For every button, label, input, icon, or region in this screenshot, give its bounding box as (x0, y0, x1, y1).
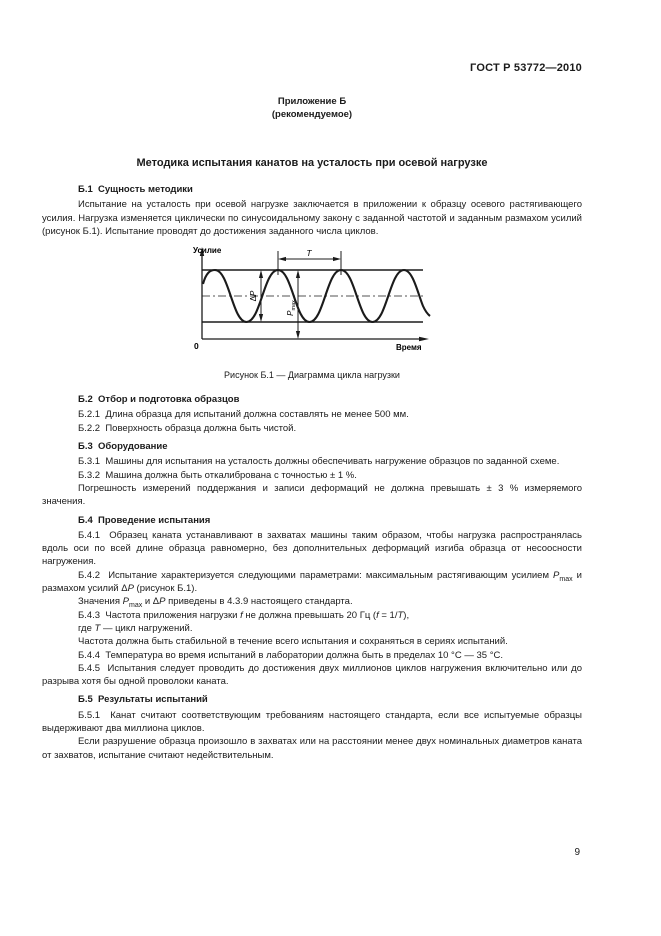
text-run: ), (403, 609, 410, 621)
clause-b42-text (42, 569, 582, 596)
figure-caption: Рисунок Б.1 — Диаграмма цикла нагрузки (224, 370, 400, 381)
variable-pmax: P (553, 569, 560, 581)
text-run: (рисунок Б.1). (133, 583, 198, 595)
text-run: Значения (78, 596, 123, 608)
clause-b32-text: Б.3.2 Машина должна быть откалибрована с точностью ± 1 %. (78, 469, 357, 481)
page-content (42, 96, 582, 762)
page-number: 9 (574, 847, 580, 858)
load-cycle-diagram (192, 246, 446, 363)
variable-pmax: P (122, 596, 129, 608)
clause-b45-text: Б.4.5 Испытания следует проводить до достижения двух миллионов циклов нагружения включительно или до разрыва хотя бы одной проволоки каната. (42, 662, 582, 688)
variable-t: T (94, 622, 101, 634)
text-run: Б.4.2 Испытание характеризуется следующими параметрами: максимальным растягивающим усилием (78, 569, 554, 581)
y-axis-label: Усилие (193, 246, 222, 256)
clause-b3-accuracy-text: Погрешность измерений поддержания и записи деформаций не должна превышать ± 3 % измеряемого значения. (42, 482, 582, 508)
variable-t: T (397, 609, 404, 621)
section-b5-heading: Б.5 Результаты испытаний (78, 694, 208, 706)
period-label: T (306, 248, 312, 259)
clause-b22-text: Б.2.2 Поверхность образца должна быть чистой. (78, 422, 297, 434)
subscript-max: max (559, 575, 573, 583)
document-title: Методика испытания канатов на усталость при осевой нагрузке (136, 157, 488, 169)
clause-b44-text: Б.4.4 Температура во время испытаний в лаборатории должна быть в пределах 10 °С — 35 °С. (78, 649, 504, 661)
section-b4-heading: Б.4 Проведение испытания (78, 514, 211, 526)
clause-b42-values-text (42, 595, 582, 608)
appendix-type: (рекомендуемое) (271, 108, 353, 120)
variable-f: f (240, 609, 243, 621)
clause-b21-text: Б.2.1 Длина образца для испытаний должна составлять не менее 500 мм. (78, 409, 409, 421)
load-cycle-svg (192, 246, 446, 358)
subscript-max: max (128, 602, 143, 610)
section-b1-heading: Б.1 Сущность методики (78, 184, 193, 195)
section-b2-heading: Б.2 Отбор и подготовка образцов (78, 394, 240, 406)
variable-p: P (127, 583, 134, 595)
clause-b52-text: Если разрушение образца произошло в захватах или на расстоянии менее двух номинальных диаметров каната от захватов, испытание считают недействительным. (42, 736, 582, 761)
clause-b43-frequency-text: Частота должна быть стабильной в течение всего испытания и сохраняться в сериях испытаний. (78, 636, 508, 648)
origin-label: 0 (194, 341, 199, 352)
document-code: ГОСТ Р 53772—2010 (470, 62, 582, 74)
delta-p-label: ΔP (249, 290, 258, 302)
text-run: и Δ (142, 596, 160, 608)
text-run: и размахом усилий Δ (42, 569, 582, 595)
x-axis-arrowhead (419, 337, 429, 341)
appendix-title: Приложение Б (277, 96, 347, 107)
x-axis-label: Время (396, 343, 422, 353)
clause-b43-where-text (42, 622, 582, 635)
variable-p: P (159, 596, 166, 608)
clause-b1-text: Испытание на усталость при осевой нагрузке заключается в приложении к образцу осевого растягивающего усилия. Нагрузка изменяется циклически по синусоидальному закону с заданной частотой и заданным размахом усилий (рисунок Б.1). Испытание проводят до достижения заданного числа циклов. (42, 199, 582, 237)
text-run: приведены в 4.3.9 настоящего стандарта. (165, 596, 353, 608)
section-b3-heading: Б.3 Оборудование (78, 441, 168, 453)
pmax-label: $P_{max}$ (286, 300, 297, 317)
clause-b41-text: Б.4.1 Образец каната устанавливают в захватах машины таким образом, чтобы нагрузка распространялась вдоль оси по всей длине образца равномерно, без дополнительных деформаций изгиба образца от несоосности нагружения. (42, 529, 582, 568)
clause-b51-text: Б.5.1 Канат считают соответствующим требованиям настоящего стандарта, если все испытуемые образцы выдерживают два миллиона циклов. (42, 709, 582, 735)
text-run: не должна превышать 20 Гц ( (242, 609, 377, 621)
appendix-heading (42, 96, 582, 121)
text-run: = 1/ (378, 609, 398, 621)
text-run: Б.4.3 Частота приложения нагрузки (78, 609, 241, 621)
text-run: — цикл нагружений. (100, 622, 193, 634)
clause-b31-text: Б.3.1 Машины для испытания на усталость должны обеспечивать нагружение образцов по заданной схеме. (78, 456, 560, 468)
text-run: где (78, 622, 95, 634)
variable-f: f (376, 609, 379, 621)
clause-b43-text (42, 609, 582, 622)
